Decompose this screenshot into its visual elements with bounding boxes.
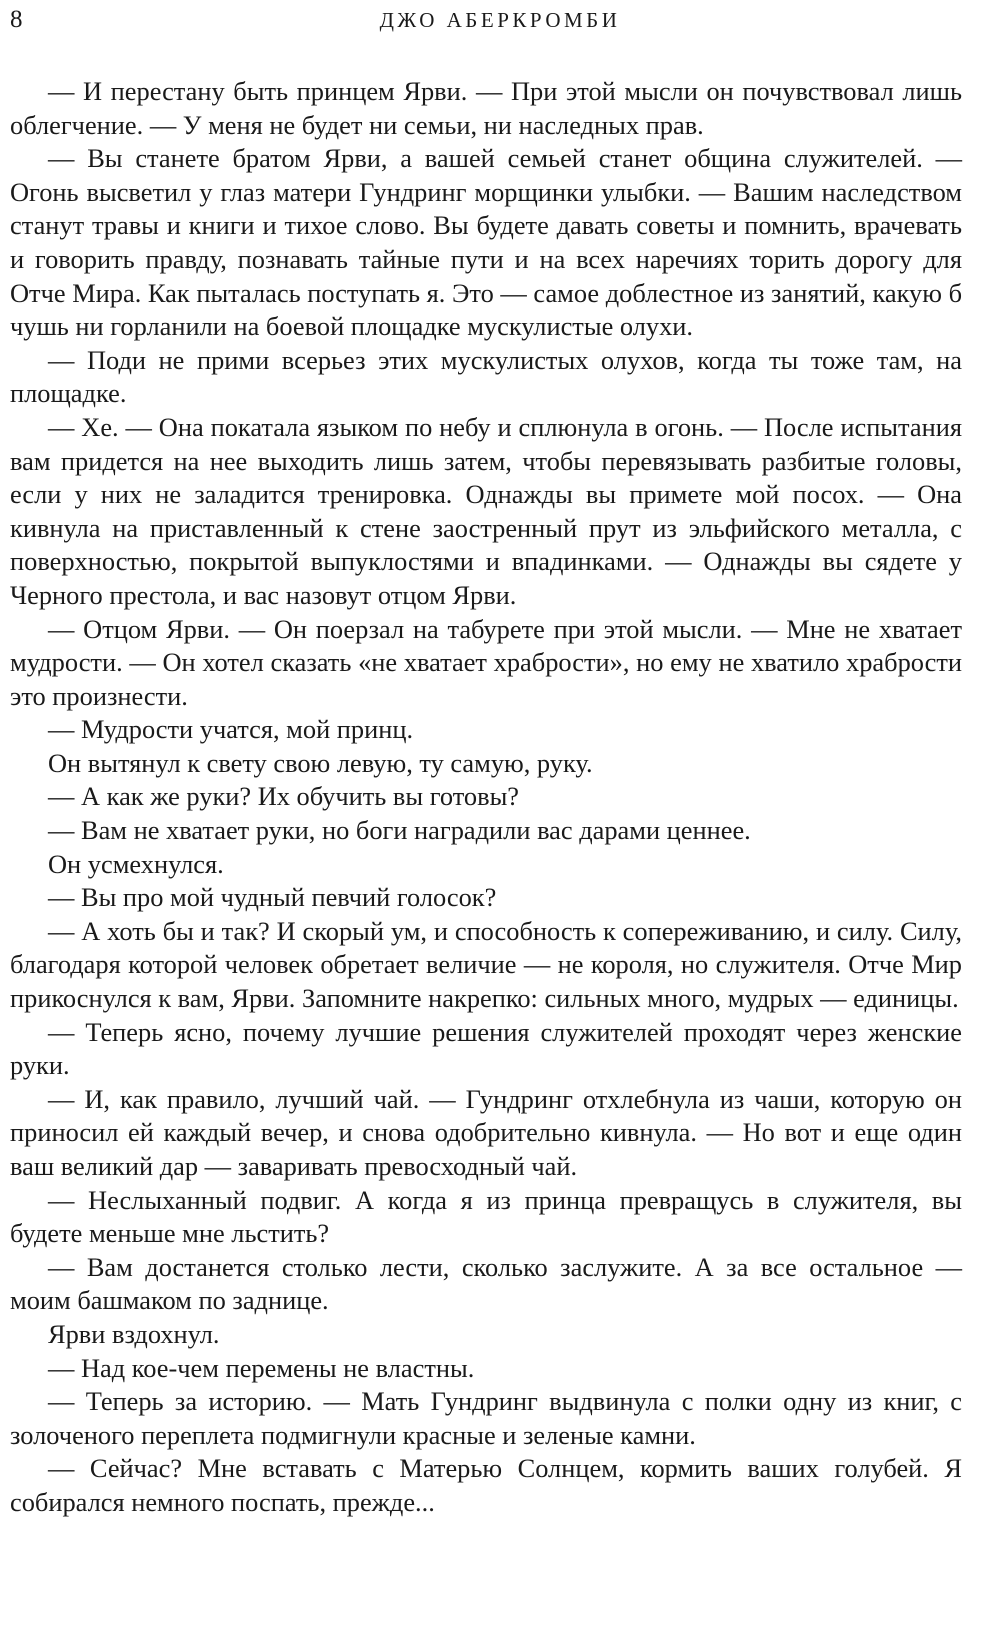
body-text: [10, 75, 962, 1520]
paragraph: — И, как правило, лучший чай. — Гундринг отхлебнула из чаши, которую он приносил ей каждый вечер, и снова одобрительно кивнула. — Но вот и еще один ваш великий дар — заваривать превосходный чай.: [10, 1083, 962, 1181]
paragraph: Он усмехнулся.: [48, 848, 224, 879]
paragraph: Он вытянул к свету свою левую, ту самую, руку.: [48, 747, 593, 778]
page-header: [10, 4, 990, 36]
paragraph: — Сейчас? Мне вставать с Матерью Солнцем, кормить ваших голубей. Я собирался немного поспать, прежде...: [10, 1453, 962, 1517]
paragraph: — И перестану быть принцем Ярви. — При этой мысли он почувствовал лишь облегчение. — У меня не будет ни семьи, ни наследных прав.: [10, 76, 962, 140]
paragraph: — Неслыханный подвиг. А когда я из принца превращусь в служителя, вы будете меньше мне льстить?: [10, 1184, 962, 1249]
paragraph: — Вам достанется столько лести, сколько заслужите. А за все остальное — моим башмаком по заднице.: [10, 1251, 962, 1316]
paragraph: — Поди не прими всерьез этих мускулистых олухов, когда ты тоже там, на площадке.: [10, 344, 962, 409]
paragraph: — Мудрости учатся, мой принц.: [48, 714, 414, 745]
paragraph: — Теперь ясно, почему лучшие решения служителей проходят через женские руки.: [10, 1016, 962, 1081]
running-head: ДЖО АБЕРКРОМБИ: [379, 8, 621, 32]
paragraph: — Над кое-чем перемены не властны.: [48, 1352, 475, 1383]
page-number: 8: [10, 6, 23, 33]
paragraph: — Вам не хватает руки, но боги наградили вас дарами ценнее.: [48, 815, 751, 846]
paragraph: — Хе. — Она покатала языком по небу и сплюнула в огонь. — После испытания вам придется на нее выходить лишь затем, чтобы перевязывать разбитые головы, если у них не заладится тренировка. Однажды вы примете мой посох. — Она кивнула на приставленный к стене заостренный прут из эльфийского металла, с поверхностью, покрытой выпуклостями и впадинками. — Однажды вы сядете у Черного престола, и вас назовут отцом Ярви.: [10, 411, 962, 610]
paragraph: — Вы про мой чудный певчий голосок?: [48, 882, 497, 913]
paragraph: — А как же руки? Их обучить вы готовы?: [48, 781, 520, 812]
paragraph: Ярви вздохнул.: [48, 1318, 220, 1349]
paragraph: — Отцом Ярви. — Он поерзал на табурете при этой мысли. — Мне не хватает мудрости. — Он хотел сказать «не хватает храбрости», но ему не хватило храбрости это произнести.: [10, 613, 962, 711]
paragraph: — Теперь за историю. — Мать Гундринг выдвинула с полки одну из книг, с золоченого переплета подмигнули красные и зеленые камни.: [10, 1386, 962, 1450]
paragraph: — Вы станете братом Ярви, а вашей семьей станет община служителей. — Огонь высветил у глаз матери Гундринг морщинки улыбки. — Вашим наследством станут травы и книги и тихое слово. Вы будете давать советы и помнить, врачевать и говорить правду, познавать тайные пути и на всех наречиях торить дорогу для Отче Мира. Как пыталась поступать я. Это — самое доблестное из занятий, какую б чушь ни горланили на боевой площадке мускулистые олухи.: [10, 143, 962, 342]
paragraph: — А хоть бы и так? И скорый ум, и способность к сопереживанию, и силу. Силу, благодаря которой человек обретает величие — не короля, но служителя. Отче Мир прикоснулся к вам, Ярви. Запомните накрепко: сильных много, мудрых — единицы.: [10, 915, 962, 1014]
